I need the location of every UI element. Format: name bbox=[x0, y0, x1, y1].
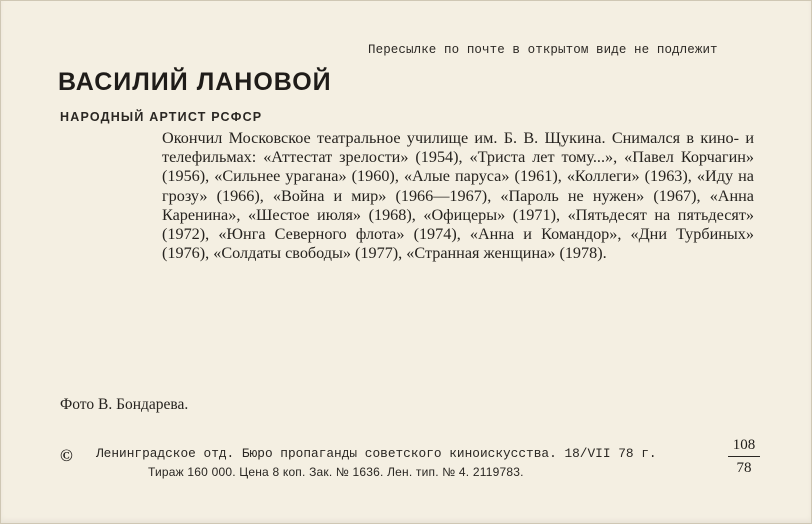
copyright-icon: © bbox=[60, 446, 73, 465]
print-run-line: Тираж 160 000. Цена 8 коп. Зак. № 1636. Лен. тип. № 4. 2119783. bbox=[148, 465, 524, 479]
photo-credit: Фото В. Бондарева. bbox=[60, 396, 189, 413]
mailing-notice: Пересылке по почте в открытом виде не подлежит bbox=[368, 43, 718, 57]
actor-title: НАРОДНЫЙ АРТИСТ РСФСР bbox=[60, 110, 263, 124]
catalog-index bbox=[724, 436, 764, 477]
fraction-bar bbox=[728, 456, 760, 457]
catalog-index-numerator: 108 bbox=[732, 437, 756, 453]
catalog-index-denominator: 78 bbox=[736, 460, 752, 476]
actor-name: ВАСИЛИЙ ЛАНОВОЙ bbox=[58, 68, 332, 96]
publisher-line: Ленинградское отд. Бюро пропаганды советского киноискусства. 18/VII 78 г. bbox=[96, 446, 657, 461]
biography-text: Окончил Московское театральное училище им. Б. В. Щукина. Снимался в кино- и телефильмах: «Аттестат зрелости» (1954), «Триста лет тому...», «Павел Корчагин» (1956), «Сильнее урагана» (1960), «Алые паруса» (1961), «Коллеги» (1963), «Иду на грозу» (1966), «Война и мир» (1966—1967), «Пароль не нужен» (1967), «Анна Каренина», «Шестое июля» (1968), «Офицеры» (1971), «Пятьдесят на пятьдесят» (1972), «Юнга Северного флота» (1974), «Анна и Командор», «Дни Турбиных» (1976), «Солдаты свободы» (1977), «Странная женщина» (1978). bbox=[162, 129, 754, 263]
